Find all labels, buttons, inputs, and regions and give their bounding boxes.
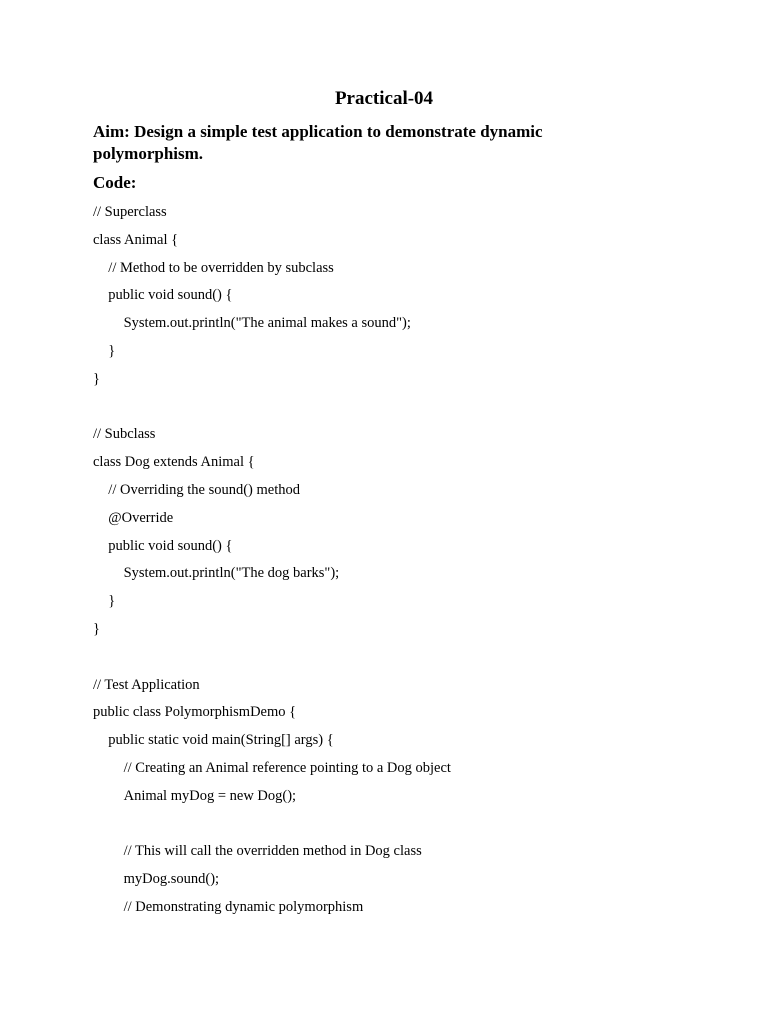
code-line: // Overriding the sound() method <box>108 482 300 498</box>
code-line: public void sound() { <box>108 537 233 554</box>
code-line: } <box>108 593 116 610</box>
code-line: Animal myDog = new Dog(); <box>123 787 297 804</box>
code-line: class Animal { <box>93 231 179 248</box>
code-line: System.out.println("The dog barks"); <box>123 565 340 582</box>
code-line: // Demonstrating dynamic polymorphism <box>123 899 364 915</box>
code-line: // Creating an Animal reference pointing to a Dog object <box>123 760 451 776</box>
aim-heading: Aim: Design a simple test application to demonstrate dynamic polymorphism. <box>93 122 543 163</box>
code-line: // Method to be overridden by subclass <box>108 259 334 276</box>
code-line: // Superclass <box>93 204 167 220</box>
code-line: public class PolymorphismDemo { <box>93 704 297 721</box>
code-line: } <box>108 343 116 359</box>
code-line: System.out.println("The animal makes a sound"); <box>123 315 411 332</box>
code-label: Code: <box>93 173 137 192</box>
code-line: public static void main(String[] args) { <box>108 732 334 749</box>
code-line: @Override <box>108 509 174 526</box>
code-line: myDog.sound(); <box>123 871 220 888</box>
code-line: // This will call the overridden method in Dog class <box>123 843 422 860</box>
code-line: public void sound() { <box>108 287 233 304</box>
code-line: } <box>93 370 100 387</box>
code-line: } <box>93 621 100 637</box>
code-line: class Dog extends Animal { <box>93 454 255 471</box>
code-line: // Subclass <box>93 426 156 443</box>
code-line: // Test Application <box>93 676 200 693</box>
page-title: Practical-04 <box>334 88 434 109</box>
